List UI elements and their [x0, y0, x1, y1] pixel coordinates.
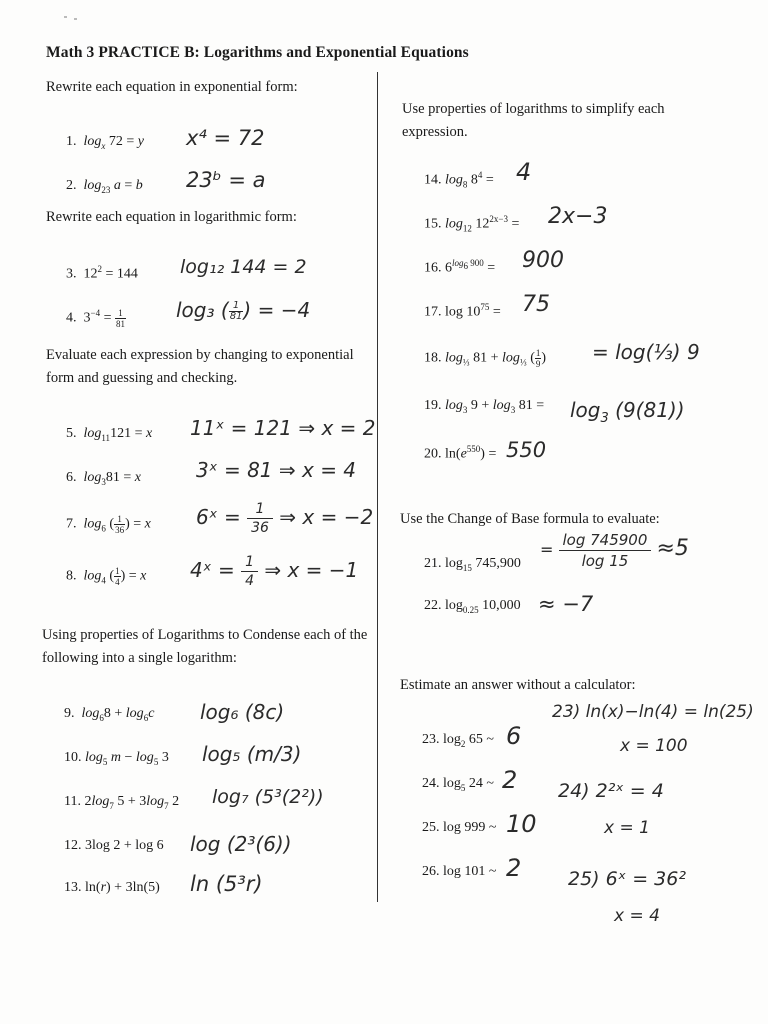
problem-25: 25. log 999 ~: [422, 820, 497, 835]
answer-1: x⁴ = 72: [186, 126, 265, 150]
answer-3: log₁₂ 144 = 2: [180, 256, 307, 278]
problem-5: 5. $\log_{11}121 = x$: [66, 426, 153, 443]
work-23: 23) ln(x)−ln(4) = ln(25): [552, 702, 754, 722]
answer-19: $\log_3 (9(81))$: [570, 398, 685, 426]
problem-14: 14. $\log_8 8^4$ =: [424, 170, 494, 190]
answer-23: 6: [506, 722, 522, 750]
problem-16: 16. $6^{log_6 900}$ =: [424, 258, 496, 276]
section-estimate: Estimate an answer without a calculator:: [400, 677, 636, 693]
page-title: Math 3 PRACTICE B: Logarithms and Exponential Equations: [46, 44, 469, 61]
problem-3: 3. $12^2 = 144$: [66, 264, 138, 282]
work-25: 25) 6ˣ = 36²: [568, 868, 686, 890]
problem-20: 20. $\ln(e^{550})$ =: [424, 444, 497, 462]
answer-17: 75: [522, 292, 550, 317]
problem-11: 11. $2\log_7$ $5 + 3\log_7$ 2: [64, 794, 180, 811]
answer-14: 4: [516, 158, 532, 186]
answer-7: 6ˣ = $\frac{1}{36}$ ⇒ x = −2: [196, 501, 374, 536]
problem-6: 6. $\log_381 = x$: [66, 470, 142, 487]
problem-17: 17. $\log 10^{75}$ =: [424, 302, 501, 320]
answer-18: = log(⅓) 9: [592, 340, 700, 364]
problem-8: 8. $\log_4$ ( $\frac{1}{4}$ ) = x: [66, 566, 147, 587]
column-divider: [377, 72, 378, 902]
work-24: 24) 2²ˣ = 4: [558, 780, 664, 802]
answer-11: log₇ (5³(2²)): [212, 786, 324, 808]
answer-25: 10: [506, 810, 537, 838]
section-exp-form: Rewrite each equation in exponential form:: [46, 79, 298, 95]
section-change-base: Use the Change of Base formula to evaluate:: [400, 511, 660, 527]
answer-15: 2x−3: [548, 204, 608, 229]
work-24-result: x = 1: [604, 818, 650, 838]
problem-26: 26. log 101 ~: [422, 864, 497, 879]
problem-13: 13. ln(r) + 3ln(5): [64, 880, 160, 895]
problem-1: 1. $\log_x 72 = y$: [66, 134, 145, 151]
problem-21: 21. $\log_{15} 745,900$: [424, 556, 521, 573]
work-25-result: x = 4: [614, 906, 660, 926]
scan-speck: [74, 18, 77, 20]
problem-22: 22. $\log_{0.25} 10,000$: [424, 598, 521, 615]
problem-7: 7. $\log_6$ ( $\frac{1}{36}$ ) = x: [66, 514, 151, 535]
problem-2: 2. $\log_{23} a = b$: [66, 178, 143, 195]
answer-5: 11ˣ = 121 ⇒ x = 2: [190, 416, 376, 440]
answer-22: ≈ −7: [538, 592, 594, 616]
answer-8: 4ˣ = $\frac{1}{4}$ ⇒ x = −1: [190, 554, 359, 589]
answer-26: 2: [506, 854, 522, 882]
answer-9: log₆ (8c): [200, 700, 285, 724]
problem-10: 10. $\log_5 m - \log_5 3$: [64, 750, 169, 767]
answer-16: 900: [522, 248, 564, 273]
answer-12: log (2³(6)): [190, 832, 292, 856]
problem-24: 24. $\log_5 24$ ~: [422, 776, 494, 793]
answer-2: 23ᵇ = a: [186, 168, 266, 192]
answer-10: log₅ (m/3): [202, 742, 302, 766]
section-log-form: Rewrite each equation in logarithmic form:: [46, 209, 297, 225]
answer-24: 2: [502, 766, 518, 794]
work-23-result: x = 100: [620, 736, 688, 756]
answer-6: 3ˣ = 81 ⇒ x = 4: [196, 458, 357, 482]
problem-15: 15. $\log_{12} 12^{2x-3}$ =: [424, 214, 520, 234]
section-simplify: Use properties of logarithms to simplify each expression.: [402, 101, 665, 140]
answer-20: 550: [506, 438, 547, 462]
section-condense: Using properties of Logarithms to Condense each of the following into a single logarithm:: [42, 627, 368, 666]
problem-12: 12. 3log 2 + log 6: [64, 838, 164, 853]
problem-18: 18. $\log_{\frac{1}{3}} 81 + \log_{\frac{1}{3}}$ ( $\frac{1}{9}$ ): [424, 348, 547, 369]
answer-13: ln (5³r): [190, 872, 263, 896]
problem-23: 23. $\log_2 65$ ~: [422, 732, 494, 749]
problem-9: 9. $\log_68 + \log_6c$: [64, 706, 155, 723]
section-evaluate: Evaluate each expression by changing to exponential form and guessing and checking.: [46, 347, 354, 386]
answer-21: = $\frac{\log 745900}{\log 15}$ ≈5: [540, 531, 689, 570]
problem-4: 4. $3^{-4}$ = $\frac{1}{81}$: [66, 308, 125, 329]
scan-speck: [64, 16, 67, 18]
answer-4: log₃ ( $\frac{1}{81}$ ) = −4: [176, 298, 311, 322]
problem-19: 19. $\log_3 9 + \log_3 81$ =: [424, 398, 545, 415]
